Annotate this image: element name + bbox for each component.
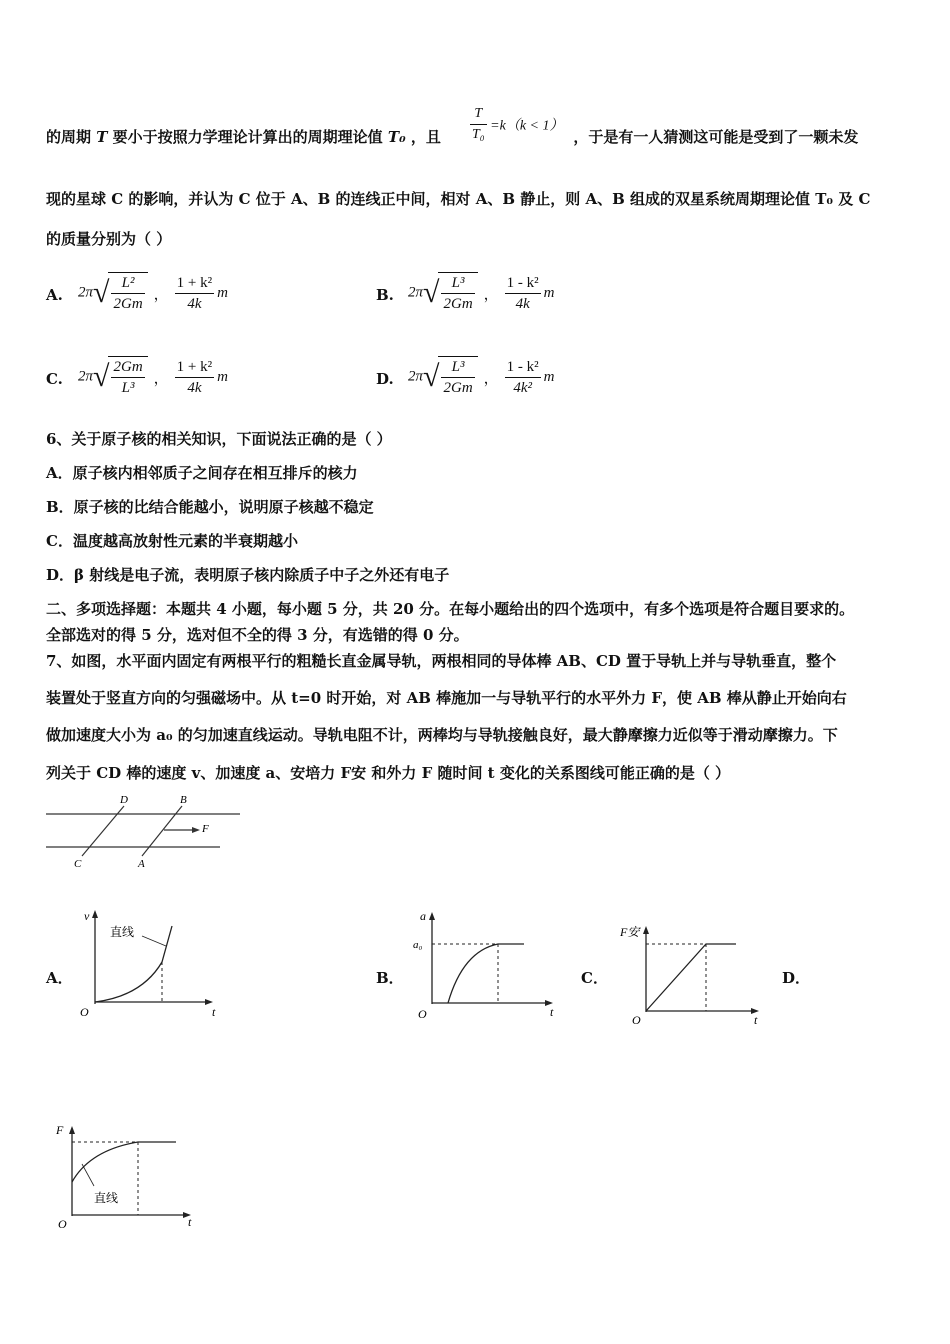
q6-option-b: B．原子核的比结合能越小，说明原子核越不稳定 [46, 498, 374, 516]
rails-figure [44, 792, 244, 872]
sqrt-denominator: L³ [121, 380, 135, 396]
graph-c [618, 920, 778, 1030]
intro-line-3: 的质量分别为（ ） [46, 230, 172, 248]
sqrt-numerator: L³ [441, 357, 474, 378]
graph-d [50, 1120, 210, 1230]
mass-fraction [175, 357, 214, 398]
intro-line-2: 现的星球 C 的影响，并认为 C 位于 A、B 的连线正中间，相对 A、B 静止，则 A、B 组成的双星系统周期理论值 T₀ 及 C [46, 190, 871, 208]
mass-numerator: 1 + k² [175, 273, 214, 294]
intro-text: 要小于按照力学理论计算出的周期理论值 [112, 128, 383, 146]
graph-a-x-label: t [212, 1005, 216, 1019]
sqrt-fraction [441, 273, 474, 314]
q5-option-a-label: A. [46, 286, 63, 304]
graph-d-note: 直线 [94, 1191, 119, 1205]
graph-d-y-label: F [56, 1123, 64, 1137]
mass-fraction [505, 273, 541, 314]
sqrt-icon: √ [423, 360, 440, 393]
q7-line-1: 7、如图，水平面内固定有两根平行的粗糙长直金属导轨，两根相同的导体棒 AB、CD 置于导轨上并与导轨垂直，整个 [46, 652, 837, 670]
graph-a-y-label: v [84, 909, 90, 923]
graph-d-origin: O [58, 1217, 67, 1230]
graph-d-note-leader [82, 1164, 94, 1186]
ratio-denominator: T₀ [472, 127, 485, 142]
q6-stem: 6、关于原子核的相关知识，下面说法正确的是（ ） [46, 430, 392, 448]
ratio-fraction [470, 104, 487, 145]
graph-c-y-label: F安 [620, 925, 640, 939]
q5-option-d-formula: 2π√ $\frac{\text{L³}}{2Gm}$ ， $\frac{\text{1 - k²}}{\text{4k²}}$ m [408, 356, 555, 398]
ratio-numerator: T [470, 104, 487, 125]
force-arrowhead [192, 827, 200, 833]
sqrt-icon: √ [93, 360, 110, 393]
sqrt-icon: √ [93, 276, 110, 309]
label-b: B [180, 794, 187, 806]
sqrt-fraction [111, 273, 144, 314]
graph-label-a: A． [46, 969, 73, 987]
label-f: F [202, 823, 209, 835]
graph-c-line [646, 944, 736, 1011]
sqrt-denominator: 2Gm [443, 380, 473, 396]
label-d: D [120, 794, 128, 806]
mass-symbol: m [543, 284, 555, 301]
mass-symbol: m [217, 284, 228, 301]
graph-a-y-arrow [92, 910, 98, 918]
var-T: T [96, 128, 108, 146]
intro-line-1 [46, 126, 858, 147]
q7-line-3: 做加速度大小为 a₀ 的匀加速直线运动。导轨电阻不计，两棒均与导轨接触良好，最大静摩擦力近似等于滑动摩擦力。下 [46, 726, 838, 744]
sqrt-icon: √ [423, 276, 440, 309]
sqrt-numerator: L² [111, 273, 144, 294]
sqrt-numerator: L³ [441, 273, 474, 294]
mass-denominator: 4k [515, 295, 530, 312]
label-c: C [74, 858, 82, 870]
intro-text: 的周期 [46, 128, 92, 146]
mass-numerator: 1 + k² [175, 357, 214, 378]
sqrt-denominator: 2Gm [113, 296, 143, 312]
graph-b-x-label: t [550, 1005, 554, 1019]
intro-text: ，于是有一人猜测这可能是受到了一颗未发 [573, 128, 859, 146]
q7-line-2: 装置处于竖直方向的匀强磁场中。从 t=0 时开始，对 AB 棒施加一与导轨平行的水平外力 F，使 AB 棒从静止开始向右 [46, 689, 847, 707]
graph-b-y-label: a [420, 909, 426, 923]
mass-numerator: 1 - k² [505, 273, 541, 294]
q6-option-d: D．β 射线是电子流，表明原子核内除质子中子之外还有电子 [46, 566, 450, 584]
ratio-formula [470, 104, 563, 145]
graph-a-origin: O [80, 1005, 89, 1019]
sqrt-fraction [441, 357, 474, 398]
q5-option-c-formula: 2π√ $\frac{2Gm}{\text{L³}}$ ， $\frac{\text{1 + k²}}{4k}$ m [78, 356, 228, 398]
q5-option-d-label: D. [376, 370, 394, 388]
graph-label-d: D． [782, 969, 811, 987]
two-pi: 2π [408, 284, 424, 301]
intro-text: ，且 [410, 128, 441, 146]
graph-b [408, 906, 568, 1024]
mass-denominator: 4k² [513, 379, 532, 396]
graph-d-x-label: t [188, 1215, 192, 1229]
sqrt-fraction [111, 357, 144, 398]
q5-option-c-label: C. [46, 370, 63, 388]
sqrt-numerator: 2Gm [111, 357, 144, 378]
q5-option-a-formula: 2π√ $\frac{\text{L²}}{2Gm}$ ， $\frac{\text{1 + k²}}{4k}$ m [78, 272, 228, 314]
graph-b-y-arrow [429, 912, 435, 920]
graph-b-origin: O [418, 1007, 427, 1021]
graph-a-note-leader [142, 936, 166, 946]
graph-a-note: 直线 [110, 925, 135, 939]
q5-option-b-label: B. [376, 286, 394, 304]
label-a: A [138, 858, 145, 870]
mass-symbol: m [217, 368, 228, 385]
graph-d-curve [72, 1142, 176, 1182]
q7-line-4: 列关于 CD 棒的速度 v、加速度 a、安培力 F安 和外力 F 随时间 t 变化的关系图线可能正确的是（ ） [46, 764, 731, 782]
mass-fraction [175, 273, 214, 314]
sqrt-denominator: 2Gm [443, 296, 473, 312]
graph-label-b: B． [376, 969, 404, 987]
graph-b-level-label: a₀ [413, 939, 423, 951]
q6-option-a: A．原子核内相邻质子之间存在相互排斥的核力 [46, 464, 358, 482]
q6-option-c: C．温度越高放射性元素的半衰期越小 [46, 532, 298, 550]
two-pi: 2π [78, 284, 94, 301]
graph-c-origin: O [632, 1013, 641, 1027]
graph-c-x-label: t [754, 1013, 758, 1027]
graph-a [72, 904, 232, 1022]
graph-c-y-arrow [643, 926, 649, 934]
mass-numerator: 1 - k² [505, 357, 541, 378]
graph-b-curve [448, 944, 524, 1003]
mass-denominator: 4k [187, 295, 202, 312]
two-pi: 2π [408, 368, 424, 385]
two-pi: 2π [78, 368, 94, 385]
var-T0: T₀ [387, 128, 406, 146]
mass-symbol: m [543, 368, 555, 385]
graph-label-c: C． [581, 969, 608, 987]
q5-option-b-formula: 2π√ $\frac{\text{L³}}{2Gm}$ ， $\frac{\text{1 - k²}}{4k}$ m [408, 272, 555, 314]
mass-denominator: 4k [187, 379, 202, 396]
section2-line-2: 全部选对的得 5 分，选对但不全的得 3 分，有选错的得 0 分。 [46, 626, 469, 644]
section2-line-1: 二、多项选择题：本题共 4 小题，每小题 5 分，共 20 分。在每小题给出的四个选项中，有多个选项是符合题目要求的。 [46, 600, 855, 618]
mass-fraction [505, 357, 541, 398]
ratio-rhs: =k（k < 1） [490, 118, 564, 134]
graph-d-y-arrow [69, 1126, 75, 1134]
